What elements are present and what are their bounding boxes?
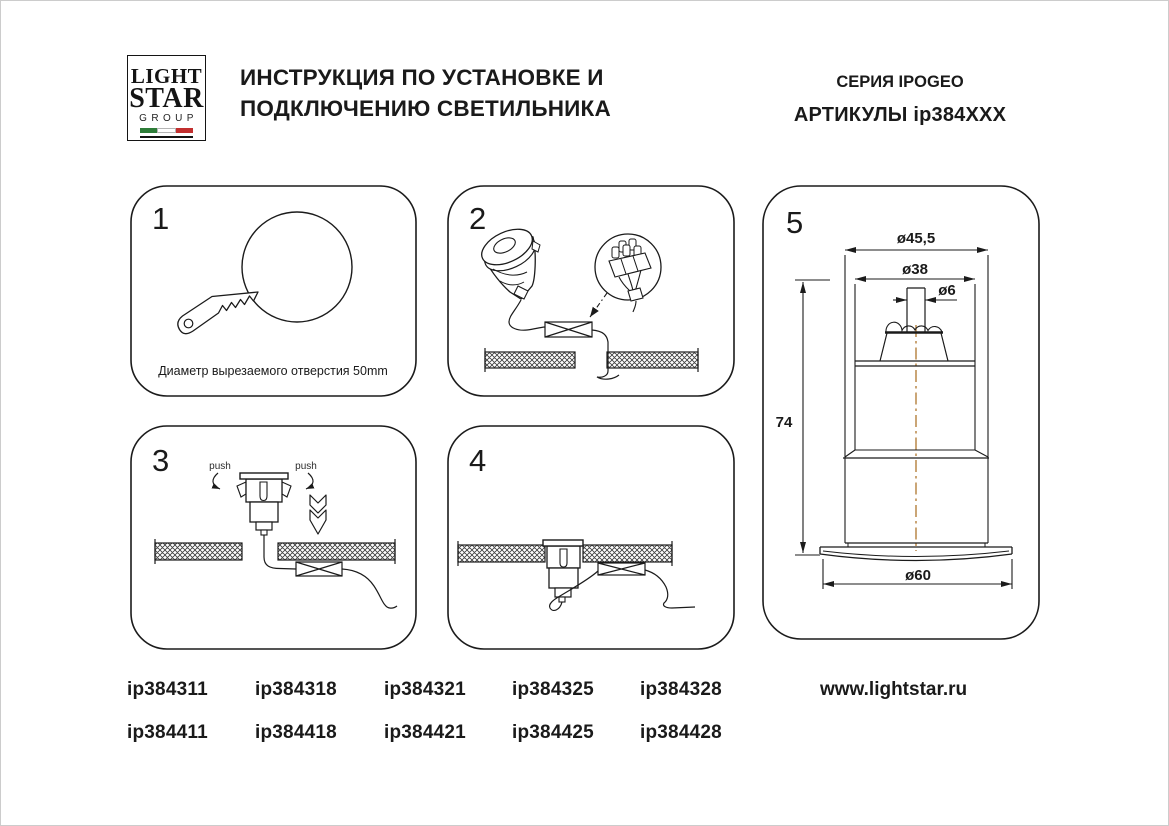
logo-underline <box>140 136 193 138</box>
article-number: ip384311 <box>127 679 208 700</box>
dim-body-diameter: ø38 <box>902 261 928 278</box>
step-5-number: 5 <box>786 205 804 240</box>
article-number: ip384321 <box>384 679 466 700</box>
dim-base-diameter: ø60 <box>905 567 931 584</box>
website-url: www.lightstar.ru <box>820 679 968 700</box>
page-title <box>240 62 611 124</box>
article-number: ip384421 <box>384 722 466 743</box>
logo-group: GROUP <box>139 113 198 124</box>
flag-red <box>176 128 193 133</box>
hole-diameter-caption: Диаметр вырезаемого отверстия 50mm <box>158 364 388 378</box>
panel-step-3-push <box>130 425 417 650</box>
article-number: ip384411 <box>127 722 208 743</box>
junction-box <box>296 562 342 576</box>
logo-star: STAR <box>129 83 204 114</box>
junction-box <box>545 322 592 337</box>
panel-dimensions <box>762 185 1040 640</box>
articles-mask: АРТИКУЛЫ ip384XXX <box>793 104 1007 126</box>
step-2-number: 2 <box>469 201 487 236</box>
article-number: ip384328 <box>640 679 722 700</box>
step-1-number: 1 <box>152 201 170 236</box>
dim-pin-diameter: ø6 <box>938 282 956 299</box>
article-number: ip384325 <box>512 679 594 700</box>
dim-height: 74 <box>775 414 793 431</box>
article-number: ip384425 <box>512 722 594 743</box>
push-label-left: push <box>209 461 231 472</box>
step-4-number: 4 <box>469 443 487 478</box>
series-block <box>770 73 1030 127</box>
article-number: ip384318 <box>255 679 337 700</box>
title-line-1: ИНСТРУКЦИЯ ПО УСТАНОВКЕ И <box>240 65 604 90</box>
logo-light: LIGHT <box>130 64 203 88</box>
title-line-2: ПОДКЛЮЧЕНИЮ СВЕТИЛЬНИКА <box>240 96 611 121</box>
push-label-right: push <box>295 461 317 472</box>
article-number: ip384418 <box>255 722 337 743</box>
lightstar-logo <box>127 55 206 141</box>
italian-flag-bar <box>140 128 193 133</box>
article-number: ip384428 <box>640 722 722 743</box>
panel-step-2-connect <box>447 185 735 397</box>
step-3-number: 3 <box>152 443 170 478</box>
panel-step-1-cut-hole <box>130 185 417 397</box>
dim-outer-diameter: ø45,5 <box>896 230 936 247</box>
flag-white <box>157 128 176 133</box>
series-name: СЕРИЯ IPOGEO <box>836 73 964 91</box>
flag-green <box>140 128 157 133</box>
junction-box <box>598 563 645 575</box>
panel-step-4-installed <box>447 425 735 650</box>
